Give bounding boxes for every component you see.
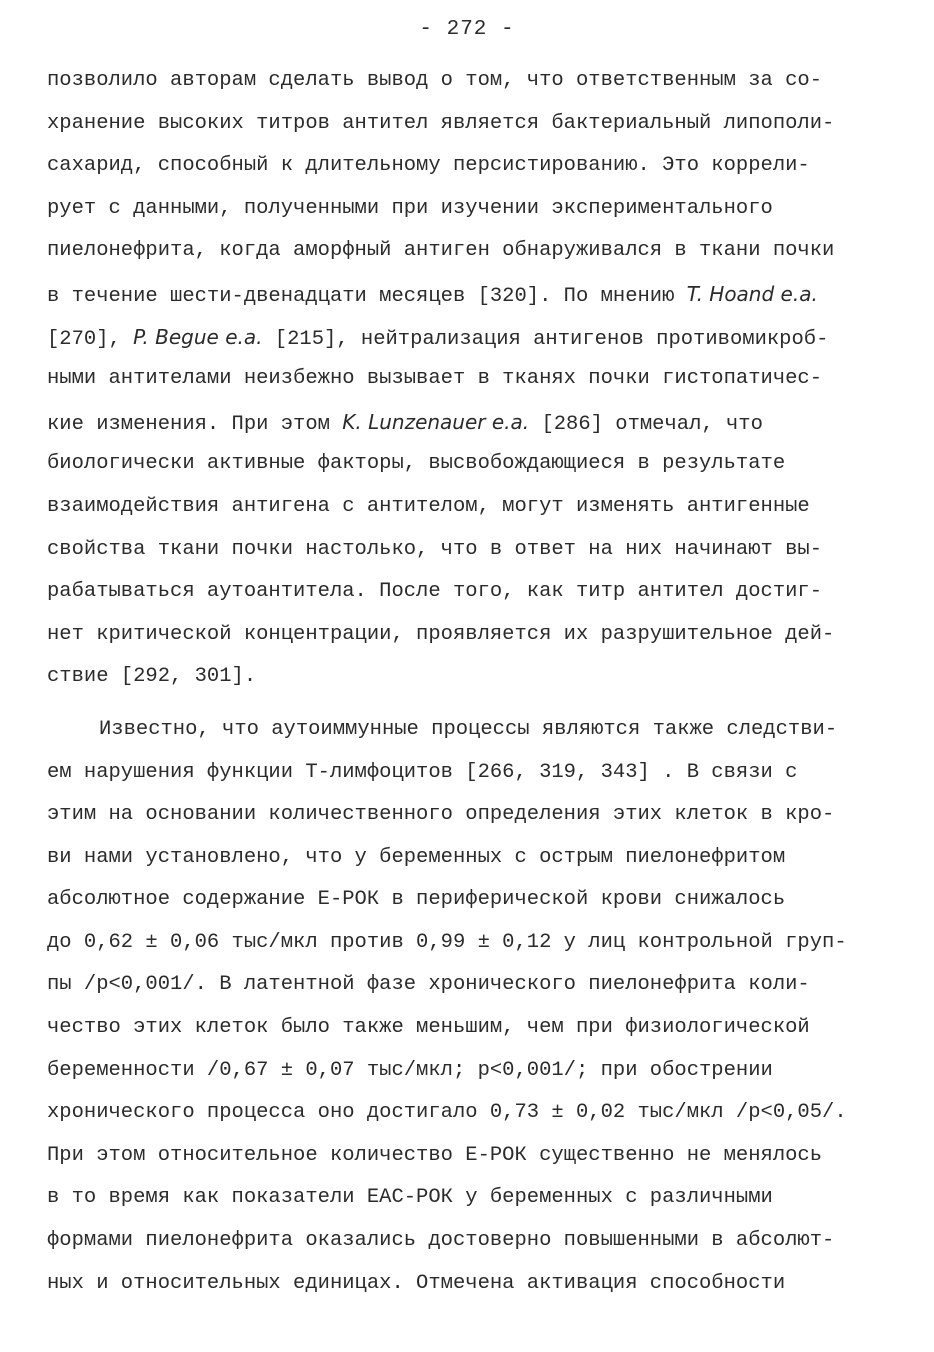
text-line: хранение высоких титров антител является бактериальный липополи- (47, 111, 835, 135)
text-line: беременности /0,67 ± 0,07 тыс/мкл; p<0,001/; при обострении (47, 1058, 773, 1082)
text-segment: кие изменения. При этом (47, 412, 343, 436)
paragraph-2 (47, 709, 877, 1305)
text-line: в то время как показатели ЕАС-РОК у беременных с различными (47, 1186, 773, 1210)
author-citation: K. Lunzenauer e.a. (342, 409, 530, 434)
text-segment: [286] отмечал, что (529, 412, 763, 436)
text-line: Известно, что аутоиммунные процессы являются также следстви- (99, 717, 838, 741)
text-line: биологически активные факторы, высвобождающиеся в результате (47, 452, 786, 476)
text-line: взаимодействия антигена с антителом, могут изменять антигенные (47, 494, 810, 518)
text-line: ви нами установлено, что у беременных с острым пиелонефритом (47, 845, 786, 869)
text-line: формами пиелонефрита оказались достоверно повышенными в абсолют- (47, 1229, 835, 1253)
text-line: ем нарушения функции Т-лимфоцитов [266, 319, 343] . В связи с (47, 760, 798, 784)
text-line (47, 273, 877, 316)
text-line (47, 316, 877, 359)
text-line: этим на основании количественного определения этих клеток в кро- (47, 803, 835, 827)
text-line: нет критической концентрации, проявляется их разрушительное дей- (47, 622, 835, 646)
author-citation: P. Begue e.a. (133, 324, 263, 349)
text-line: рует с данными, полученными при изучении экспериментального (47, 196, 773, 220)
text-segment: [270], (47, 327, 134, 351)
text-line (47, 401, 877, 444)
text-segment: [215], нейтрализация антигенов противомикроб- (262, 327, 829, 351)
text-line: пы /p<0,001/. В латентной фазе хронического пиелонефрита коли- (47, 973, 810, 997)
text-line: ными антителами неизбежно вызывает в тканях почки гистопатичес- (47, 367, 823, 391)
author-citation: T. Hoand e.a. (686, 281, 818, 306)
text-line: хронического процесса оно достигало 0,73 ± 0,02 тыс/мкл /p<0,05/. (47, 1101, 847, 1125)
text-line: позволило авторам сделать вывод о том, что ответственным за со- (47, 69, 823, 92)
text-line: рабатываться аутоантитела. После того, как титр антител достиг- (47, 580, 823, 604)
text-line: сахарид, способный к длительному персистированию. Это коррели- (47, 154, 810, 178)
text-line: свойства ткани почки настолько, что в ответ на них начинают вы- (47, 537, 823, 561)
text-line: чество этих клеток было также меньшим, чем при физиологической (47, 1016, 810, 1040)
text-segment: в течение шести-двенадцати месяцев [320]. По мнению (47, 284, 687, 308)
paragraph-1 (47, 60, 877, 699)
text-line: ных и относительных единицах. Отмечена активация способности (47, 1271, 786, 1295)
body-text (47, 60, 877, 1305)
text-line: до 0,62 ± 0,06 тыс/мкл против 0,99 ± 0,12 у лиц контрольной груп- (47, 930, 847, 954)
text-line: При этом относительное количество Е-РОК существенно не менялось (47, 1143, 823, 1167)
text-line: ствие [292, 301]. (47, 665, 257, 689)
paragraph-gap (47, 699, 877, 709)
text-line: абсолютное содержание Е-РОК в периферической крови снижалось (47, 888, 786, 912)
text-line: пиелонефрита, когда аморфный антиген обнаруживался в ткани почки (47, 239, 835, 263)
page-number: - 272 - (419, 18, 515, 41)
